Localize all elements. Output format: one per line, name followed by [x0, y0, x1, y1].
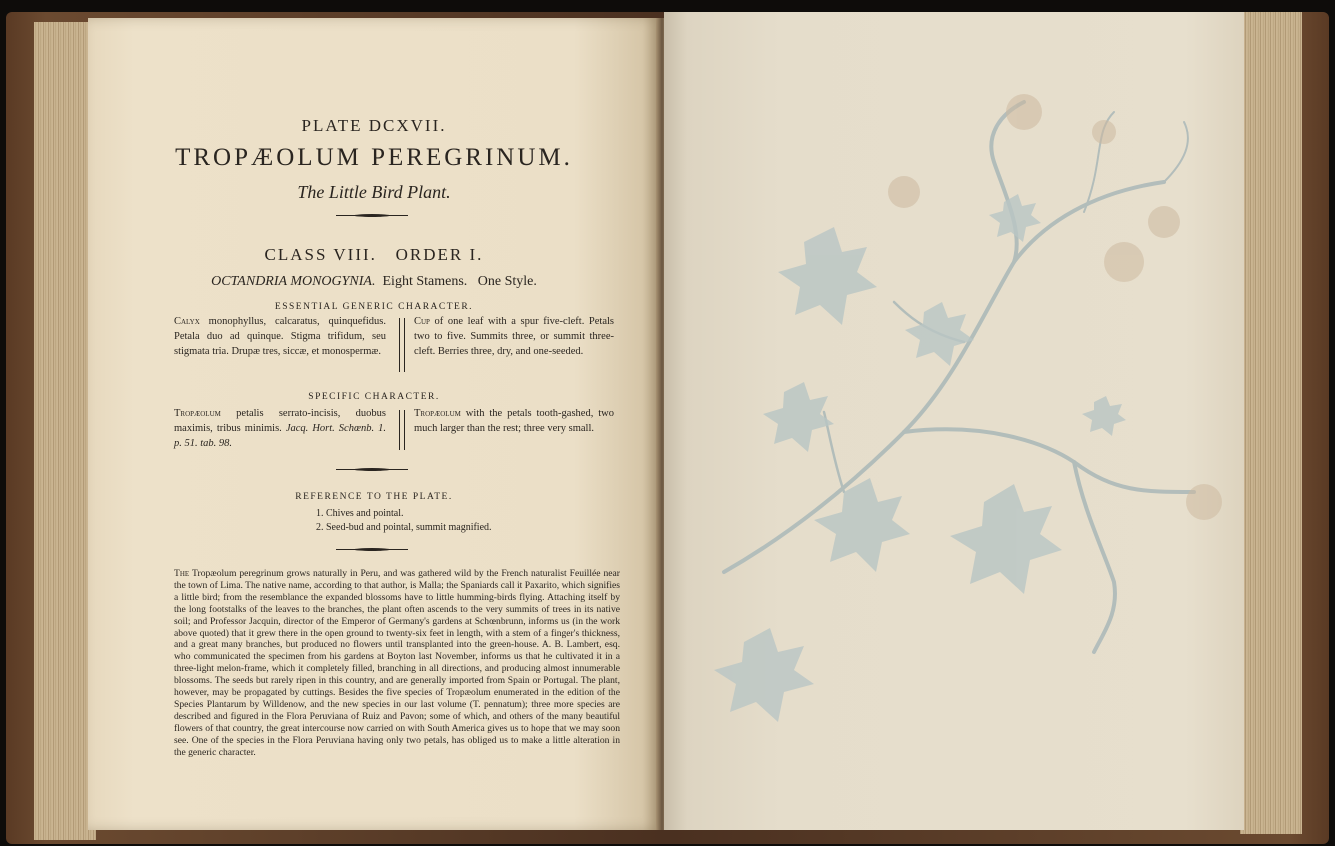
column-divider	[399, 410, 405, 450]
plate-title: TROPÆOLUM PEREGRINUM.	[175, 144, 573, 171]
essential-english: Cup of one leaf with a spur five-cleft. Petals two to five. Summits three, or summit three-cleft. Berries three, dry, and one-seeded.	[414, 316, 614, 357]
plate-number: PLATE DCXVII.	[301, 116, 447, 135]
specific-latin: Tropæolum petalis serrato-incisis, duobus maximis, tribus minimis. Jacq. Hort. Schœnb. 1. p. 51. tab. 98.	[174, 408, 386, 449]
essential-latin: Calyx monophyllus, calcaratus, quinquefidus. Petala duo ad quinque. Stigma trifidum, seu stigmata tria. Drupæ tres, siccæ, et monospermæ.	[174, 316, 386, 357]
page-edges-right	[1240, 12, 1302, 834]
reference-item: 2. Seed-bud and pointal, summit magnified.	[316, 522, 492, 533]
class-order-line: CLASS VIII. ORDER I.	[264, 245, 484, 264]
plant-illustration	[664, 12, 1244, 830]
specific-heading: SPECIFIC CHARACTER.	[308, 392, 440, 402]
reference-item: 1. Chives and pointal.	[316, 508, 404, 519]
ornament-rule	[336, 468, 408, 471]
left-page	[88, 18, 660, 830]
page-edges-left	[34, 22, 96, 840]
system-line	[88, 274, 660, 290]
ornament-rule	[336, 548, 408, 551]
body-paragraph: The Tropæolum peregrinum grows naturally in Peru, and was gathered wild by the French naturalist Feuillée near the town of Lima. The native name, according to that author, is Malla; the Spaniards call it Paxarito, which signifies a little bird; from the resemblance the expanded blossoms have to little humming-birds flying. Attaching itself by the long footstalks of the leaves to the branches, the plant often ascends to the very summits of trees in its native soil; and Professor Jacquin, director of the Emperor of Germany's gardens at Schœnbrunn, informs us (in the work above quoted) that it grew there in the open ground to twenty-six feet in length, with a stem of a finger's thickness, and a great many branches, but produced no flowers until transplanted into the green-house. A. B. Lambert, esq. who communicated the specimen from his gardens at Boyton last November, informs us that he cultivated it in a three-light melon-frame, which it completely filled, branching in all directions, and producing almost innumerable blossoms. The seeds but rarely ripen in this country, and are generally imported from Spain or Portugal. The plant, however, may be propagated by cuttings. Besides the five species of Tropæolum enumerated in the edition of the Species Plantarum by Willdenow, and the new species in our last volume (T. pennatum); three more species are described and figured in the Flora Peruviana of Ruiz and Pavon; some of which, and others of the many beautiful flowers of that country, the great intercourse now carried on with South America gives us to hope that we may soon see. One of the species in the Flora Peruviana having only two petals, has obliged us to make a little alteration in the generic character.	[174, 568, 620, 758]
system-italic: OCTANDRIA MONOGYNIA.	[211, 274, 376, 289]
right-page	[664, 12, 1244, 830]
reference-heading: REFERENCE TO THE PLATE.	[295, 492, 453, 502]
system-plain: Eight Stamens. One Style.	[382, 274, 537, 289]
common-name: The Little Bird Plant.	[297, 182, 451, 202]
essential-heading: ESSENTIAL GENERIC CHARACTER.	[274, 302, 474, 312]
specific-english: Tropæolum with the petals tooth-gashed, two much larger than the rest; three very small.	[414, 408, 614, 434]
ornament-rule	[336, 214, 408, 217]
column-divider	[399, 318, 405, 372]
